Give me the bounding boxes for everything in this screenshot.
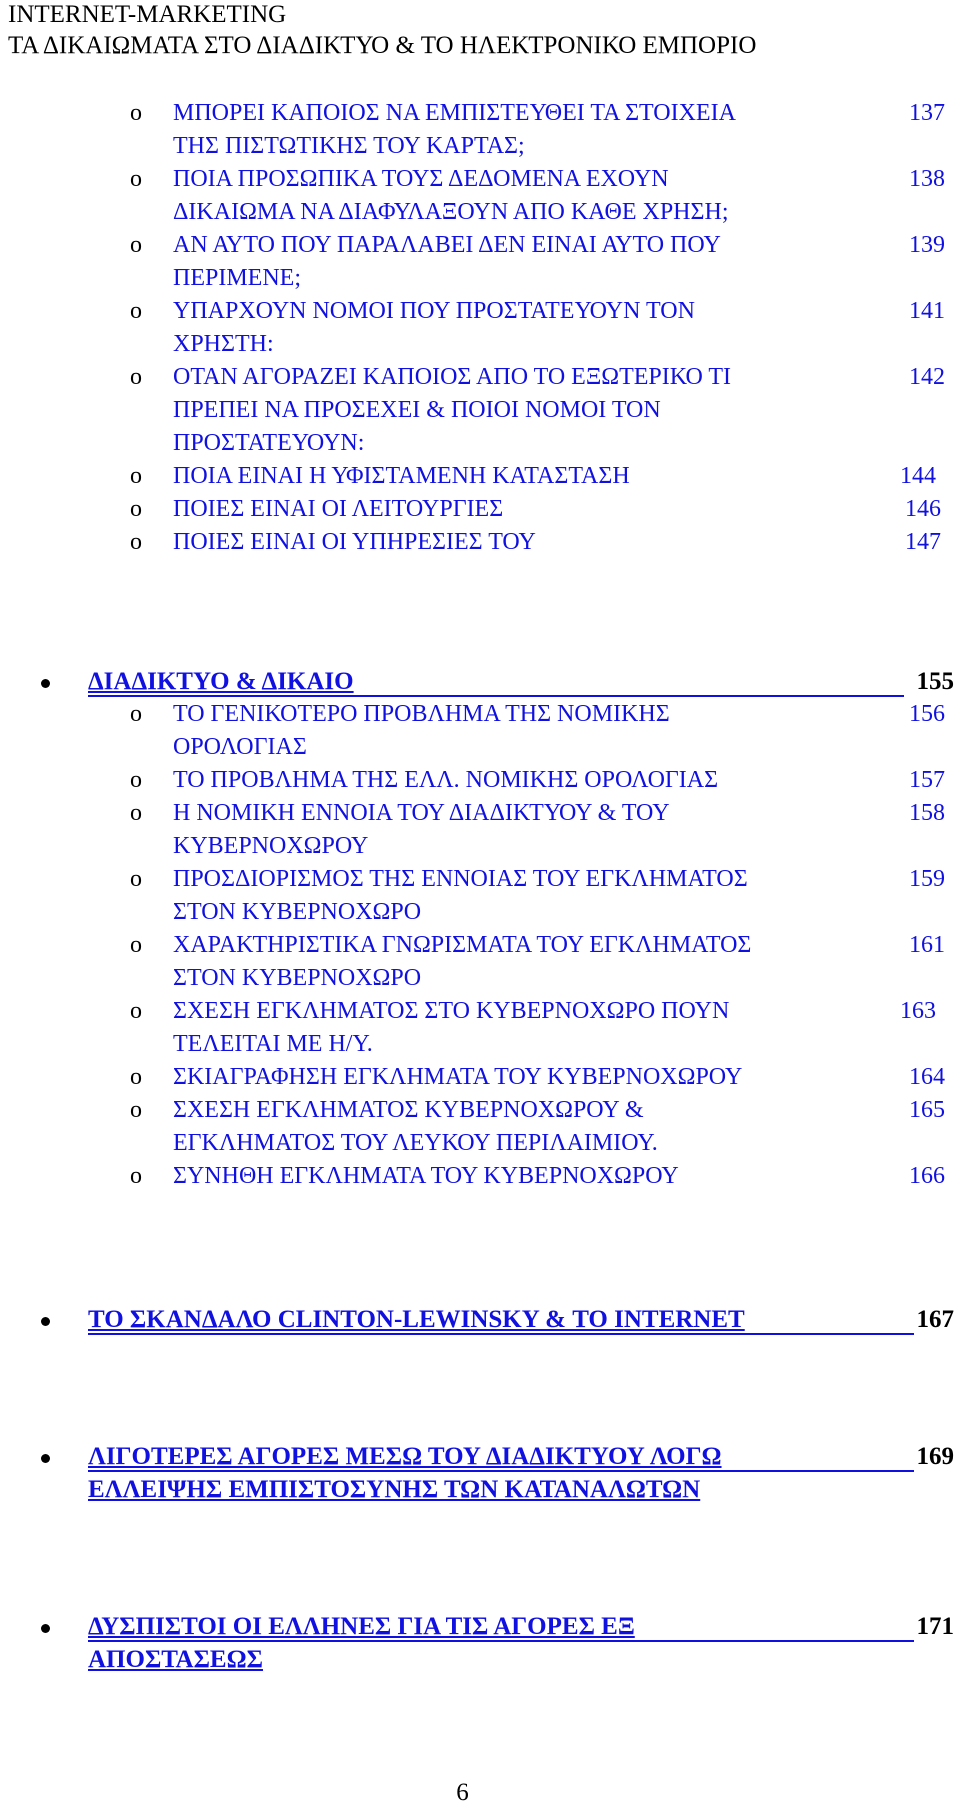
leader-underline (88, 1640, 914, 1642)
toc-entry-text[interactable]: ΣΧΕΣΗ ΕΓΚΛΗΜΑΤΟΣ ΣΤΟ ΚΥΒΕΡΝΟΧΩΡΟ ΠΟΥΝ ΤΕΛΕΙΤΑΙ ΜΕ Η/Υ. (173, 998, 730, 1057)
toc-page-number: 147 (905, 529, 941, 555)
list-marker: o (130, 767, 142, 793)
toc-entry-text[interactable]: ΠΡΟΣΔΙΟΡΙΣΜΟΣ ΤΗΣ ΕΝΝΟΙΑΣ ΤΟΥ ΕΓΚΛΗΜΑΤΟΣ ΣΤΟΝ ΚΥΒΕΡΝΟΧΩΡΟ (173, 866, 748, 925)
toc-entry[interactable] (0, 929, 960, 995)
toc-entry[interactable] (0, 1061, 960, 1094)
toc-page-number: 167 (916, 1306, 954, 1333)
toc-page-number: 163 (900, 998, 936, 1024)
toc-page-number: 158 (909, 800, 945, 826)
toc-entry-text[interactable]: ΠΟΙΑ ΠΡΟΣΩΠΙΚΑ ΤΟΥΣ ΔΕΔΟΜΕΝΑ ΕΧΟΥΝ ΔΙΚΑΙΩΜΑ ΝΑ ΔΙΑΦΥΛΑΞΟΥΝ ΑΠΟ ΚΑΘΕ ΧΡΗΣΗ; (173, 166, 729, 225)
toc-entry-text[interactable]: ΥΠΑΡΧΟΥΝ ΝΟΜΟΙ ΠΟΥ ΠΡΟΣΤΑΤΕΥΟΥΝ ΤΟΝ ΧΡΗΣΤΗ: (173, 298, 695, 357)
toc-entry[interactable] (0, 526, 960, 559)
toc-page-number: 159 (909, 866, 945, 892)
leader-underline (88, 1333, 914, 1335)
page-number: 6 (456, 1779, 469, 1806)
toc-page-number: 169 (916, 1443, 954, 1470)
toc-page-number: 164 (909, 1064, 945, 1090)
toc-entry-text[interactable]: ΧΑΡΑΚΤΗΡΙΣΤΙΚΑ ΓΝΩΡΙΣΜΑΤΑ ΤΟΥ ΕΓΚΛΗΜΑΤΟΣ ΣΤΟΝ ΚΥΒΕΡΝΟΧΩΡΟ (173, 932, 752, 991)
toc-entry-text[interactable]: ΑΝ ΑΥΤΟ ΠΟΥ ΠΑΡΑΛΑΒΕΙ ΔΕΝ ΕΙΝΑΙ ΑΥΤΟ ΠΟΥ ΠΕΡΙΜΕΝΕ; (173, 232, 721, 291)
list-marker: o (130, 1097, 142, 1123)
toc-entry-text[interactable]: ΣΥΝΗΘΗ ΕΓΚΛΗΜΑΤΑ ΤΟΥ ΚΥΒΕΡΝΟΧΩΡΟΥ (173, 1163, 679, 1189)
toc-entry[interactable] (0, 1160, 960, 1193)
toc-entry[interactable] (0, 863, 960, 929)
toc-entry[interactable] (0, 97, 960, 163)
list-marker: o (130, 1064, 142, 1090)
toc-page-number: 139 (909, 232, 945, 258)
toc-page-number: 144 (900, 463, 936, 489)
toc-entry[interactable] (0, 295, 960, 361)
leader-underline (88, 1470, 914, 1472)
list-marker: o (130, 100, 142, 126)
toc-page-number: 161 (909, 932, 945, 958)
list-marker: o (130, 232, 142, 258)
leader-underline (88, 695, 904, 697)
bullet-icon (41, 1624, 50, 1633)
toc-entry-text[interactable]: ΤΟ ΠΡΟΒΛΗΜΑ ΤΗΣ ΕΛΛ. ΝΟΜΙΚΗΣ ΟΡΟΛΟΓΙΑΣ (173, 767, 719, 793)
toc-section[interactable] (0, 1440, 960, 1506)
bullet-icon (41, 679, 50, 688)
toc-page-number: 137 (909, 100, 945, 126)
toc-page-number: 138 (909, 166, 945, 192)
list-marker: o (130, 529, 142, 555)
list-marker: o (130, 866, 142, 892)
toc-page-number: 141 (909, 298, 945, 324)
list-marker: o (130, 496, 142, 522)
toc-entry[interactable] (0, 163, 960, 229)
toc-page-number: 146 (905, 496, 941, 522)
toc-section-title[interactable]: ΔΥΣΠΙΣΤΟΙ ΟΙ ΕΛΛΗΝΕΣ ΓΙΑ ΤΙΣ ΑΓΟΡΕΣ ΕΞ ΑΠΟΣΤΑΣΕΩΣ (88, 1613, 635, 1673)
list-marker: o (130, 463, 142, 489)
toc-section-title[interactable]: ΔΙΑΔΙΚΤΥΟ & ΔΙΚΑΙΟ (88, 668, 354, 695)
toc-section[interactable] (0, 665, 960, 698)
toc-entry-text[interactable]: ΠΟΙΕΣ ΕΙΝΑΙ ΟΙ ΥΠΗΡΕΣΙΕΣ ΤΟΥ (173, 529, 536, 555)
list-marker: o (130, 800, 142, 826)
toc-entry-text[interactable]: Η ΝΟΜΙΚΗ ΕΝΝΟΙΑ ΤΟΥ ΔΙΑΔΙΚΤΥΟΥ & ΤΟΥ ΚΥΒΕΡΝΟΧΩΡΟΥ (173, 800, 670, 859)
toc-page-number: 155 (916, 668, 954, 695)
list-marker: o (130, 298, 142, 324)
list-marker: o (130, 364, 142, 390)
toc-page-number: 165 (909, 1097, 945, 1123)
toc-entry-text[interactable]: ΣΧΕΣΗ ΕΓΚΛΗΜΑΤΟΣ ΚΥΒΕΡΝΟΧΩΡΟΥ & ΕΓΚΛΗΜΑΤΟΣ ΤΟΥ ΛΕΥΚΟΥ ΠΕΡΙΛΑΙΜΙΟΥ. (173, 1097, 658, 1156)
toc-page-number: 171 (916, 1613, 954, 1640)
toc-entry[interactable] (0, 229, 960, 295)
toc-entry[interactable] (0, 995, 960, 1061)
header-title: INTERNET-MARKETING (8, 1, 287, 28)
toc-entry-text[interactable]: ΟΤΑΝ ΑΓΟΡΑΖΕΙ ΚΑΠΟΙΟΣ ΑΠΟ ΤΟ ΕΞΩΤΕΡΙΚΟ ΤΙ ΠΡΕΠΕΙ ΝΑ ΠΡΟΣΕΧΕΙ & ΠΟΙΟΙ ΝΟΜΟΙ ΤΟΝ ΠΡΟΣΤΑΤΕΥΟΥΝ: (173, 364, 731, 456)
bullet-icon (41, 1454, 50, 1463)
toc-section[interactable] (0, 1303, 960, 1336)
toc-entry[interactable] (0, 1094, 960, 1160)
toc-section-title[interactable]: ΛΙΓΟΤΕΡΕΣ ΑΓΟΡΕΣ ΜΕΣΩ ΤΟΥ ΔΙΑΔΙΚΤΥΟΥ ΛΟΓΩ ΕΛΛΕΙΨΗΣ ΕΜΠΙΣΤΟΣΥΝΗΣ ΤΩΝ ΚΑΤΑΝΑΛΩΤΩΝ (88, 1443, 722, 1503)
toc-page-number: 142 (909, 364, 945, 390)
toc-entry-text[interactable]: ΠΟΙΕΣ ΕΙΝΑΙ ΟΙ ΛΕΙΤΟΥΡΓΙΕΣ (173, 496, 504, 522)
toc-section[interactable] (0, 1610, 960, 1676)
toc-page-number: 166 (909, 1163, 945, 1189)
toc-entry-text[interactable]: ΜΠΟΡΕΙ ΚΑΠΟΙΟΣ ΝΑ ΕΜΠΙΣΤΕΥΘΕΙ ΤΑ ΣΤΟΙΧΕΙΑ ΤΗΣ ΠΙΣΤΩΤΙΚΗΣ ΤΟΥ ΚΑΡΤΑΣ; (173, 100, 736, 159)
toc-entry[interactable] (0, 493, 960, 526)
toc-entry[interactable] (0, 698, 960, 764)
list-marker: o (130, 1163, 142, 1189)
toc-entry[interactable] (0, 764, 960, 797)
header-subtitle: ΤΑ ΔΙΚΑΙΩΜΑΤΑ ΣΤΟ ΔΙΑΔΙΚΤΥΟ & ΤΟ ΗΛΕΚΤΡΟΝΙΚΟ ΕΜΠΟΡΙΟ (8, 32, 757, 59)
toc-section-title[interactable]: ΤΟ ΣΚΑΝΔΑΛΟ CLINTON-LEWINSKY & ΤΟ INTERNET (88, 1306, 745, 1333)
list-marker: o (130, 701, 142, 727)
toc-entry[interactable] (0, 460, 960, 493)
toc-page-number: 156 (909, 701, 945, 727)
toc-entry-text[interactable]: ΣΚΙΑΓΡΑΦΗΣΗ ΕΓΚΛΗΜΑΤΑ ΤΟΥ ΚΥΒΕΡΝΟΧΩΡΟΥ (173, 1064, 743, 1090)
list-marker: o (130, 998, 142, 1024)
toc-page-number: 157 (909, 767, 945, 793)
list-marker: o (130, 166, 142, 192)
toc-entry[interactable] (0, 797, 960, 863)
toc-entry-text[interactable]: ΠΟΙΑ ΕΙΝΑΙ Η ΥΦΙΣΤΑΜΕΝΗ ΚΑΤΑΣΤΑΣΗ (173, 463, 630, 489)
list-marker: o (130, 932, 142, 958)
toc-entry[interactable] (0, 361, 960, 460)
bullet-icon (41, 1317, 50, 1326)
toc-entry-text[interactable]: ΤΟ ΓΕΝΙΚΟΤΕΡΟ ΠΡΟΒΛΗΜΑ ΤΗΣ ΝΟΜΙΚΗΣ ΟΡΟΛΟΓΙΑΣ (173, 701, 670, 760)
